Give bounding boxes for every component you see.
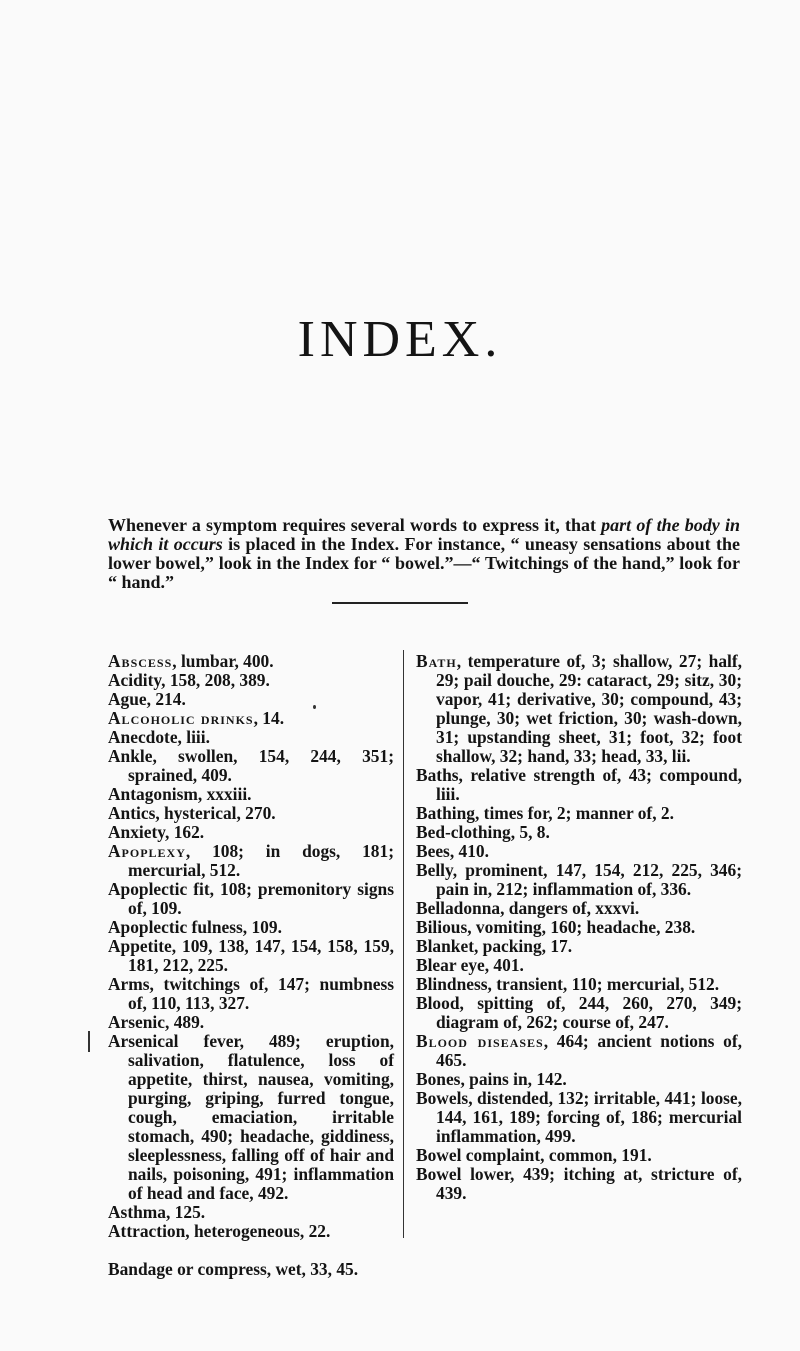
- intro-paragraph: [108, 516, 740, 592]
- index-entry-references: , hysterical, 270.: [155, 803, 276, 823]
- index-entry-heading: Alcoholic drinks: [108, 708, 254, 728]
- index-entry-references: , wet, 33, 45.: [266, 1259, 359, 1279]
- index-entry-heading: Apoplectic fit: [108, 879, 210, 899]
- index-entry-heading: Apoplexy: [108, 841, 186, 861]
- index-entry: [108, 671, 394, 690]
- page-title: INDEX.: [297, 311, 503, 368]
- index-entry: [416, 1032, 742, 1070]
- index-entry-references: , 162.: [165, 822, 205, 842]
- index-entry-heading: Belly: [416, 860, 453, 880]
- index-entry-references: , 108; premonitory signs of, 109.: [128, 879, 394, 918]
- index-entry-heading: Bandage or compress: [108, 1259, 267, 1279]
- index-entry-references: , 109.: [242, 917, 282, 937]
- index-entry-references: , spitting of, 244, 260, 270, 349; diagram of, 262; course of, 247.: [436, 993, 742, 1032]
- index-entry-heading: Ague: [108, 689, 147, 709]
- index-entry-heading: Bowel complaint: [416, 1145, 541, 1165]
- index-entry-references: , 401.: [484, 955, 524, 975]
- index-entry: [108, 823, 394, 842]
- index-entry-heading: Arsenic: [108, 1012, 165, 1032]
- index-entry: [416, 823, 742, 842]
- index-entry: [108, 804, 394, 823]
- margin-mark: [88, 1031, 90, 1052]
- index-column-left: [108, 652, 394, 1279]
- intro-emphasis: part of the body in which it occurs: [108, 515, 740, 554]
- index-entry-heading: Arms: [108, 974, 150, 994]
- index-entry-references: , lumbar, 400.: [172, 651, 274, 671]
- index-entry-references: , transient, 110; mercurial, 512.: [487, 974, 720, 994]
- index-entry: [108, 690, 394, 709]
- index-entry-heading: Anecdote: [108, 727, 178, 747]
- index-entry: [108, 1260, 394, 1279]
- index-entry-references: , 5, 8.: [510, 822, 550, 842]
- index-entry: [416, 842, 742, 861]
- index-entry-references: , swollen, 154, 244, 351; sprained, 409.: [128, 746, 394, 785]
- index-entry: [416, 766, 742, 804]
- index-entry: [416, 937, 742, 956]
- index-entry-heading: Blindness: [416, 974, 488, 994]
- index-entry-references: , pains in, 142.: [460, 1069, 567, 1089]
- index-entry-heading: Belladonna: [416, 898, 501, 918]
- index-entry-heading: Blood diseases: [416, 1031, 544, 1051]
- index-entry: [108, 709, 394, 728]
- index-entry-references: , temperature of, 3; shallow, 27; half, 29; pail douche, 29: cataract, 29; sitz, 30; vapor, 41; derivative, 30; compound, 43; plunge, 30; wet friction, 30; wash-down, 31; upstanding sheet, 31; foot, 32; foot shallow, 32; hand, 33; head, 33, lii.: [436, 651, 742, 766]
- index-entry-heading: Bees: [416, 841, 450, 861]
- index-entry-heading: Blanket: [416, 936, 474, 956]
- index-entry-heading: Attraction: [108, 1221, 186, 1241]
- index-entry-references: , 410.: [449, 841, 489, 861]
- index-entry: [416, 1089, 742, 1146]
- index-entry: [108, 1013, 394, 1032]
- index-entry-heading: Asthma: [108, 1202, 166, 1222]
- index-entry: [416, 1070, 742, 1089]
- index-column-right: [416, 652, 742, 1203]
- index-entry-heading: Arsenical fever: [108, 1031, 240, 1051]
- index-entry-references: , twitchings of, 147; numbness of, 110, 113, 327.: [128, 974, 394, 1013]
- index-entry: [416, 899, 742, 918]
- index-entry: [416, 861, 742, 899]
- intro-text-1: Whenever a symptom requires several words to express it, that: [108, 515, 602, 535]
- index-entry: [416, 1146, 742, 1165]
- index-entry-heading: Bath: [416, 651, 457, 671]
- intro-text-2: is placed in the Index. For instance, “ uneasy sensations about the lower bowel,” look in the Index for “ bowel.”—“ Twitchings of the hand,” look for “ hand.”: [108, 534, 741, 592]
- index-entry: [416, 994, 742, 1032]
- index-entry-heading: Bed-clothing: [416, 822, 511, 842]
- index-entry-heading: Bowels: [416, 1088, 469, 1108]
- index-entry: [108, 937, 394, 975]
- index-entry-references: , 125.: [165, 1202, 206, 1222]
- index-entry: [108, 842, 394, 880]
- index-entry: [108, 785, 394, 804]
- index-entry-references: , 109, 138, 147, 154, 158, 159, 181, 212, 225.: [128, 936, 394, 975]
- index-entry-heading: Apoplectic fulness: [108, 917, 243, 937]
- index-entry: [108, 975, 394, 1013]
- index-entry-heading: Antagonism: [108, 784, 198, 804]
- index-entry-references: , xxxiii.: [197, 784, 252, 804]
- index-entry-references: , 439; itching at, stricture of, 439.: [436, 1164, 742, 1203]
- index-entry-references: , 108; in dogs, 181; mercurial, 512.: [128, 841, 394, 880]
- index-entry-references: , relative strength of, 43; compound, liii.: [436, 765, 742, 804]
- index-entry: [108, 880, 394, 918]
- index-entry-heading: Bathing: [416, 803, 475, 823]
- column-divider: [403, 650, 404, 1238]
- index-entry-references: , common, 191.: [540, 1145, 652, 1165]
- index-entry-references: , distended, 132; irritable, 441; loose, 144, 161, 189; forcing of, 186; mercurial inflammation, 499.: [436, 1088, 742, 1146]
- index-entry: [416, 918, 742, 937]
- index-entry: [108, 652, 394, 671]
- index-entry-references: , 489; eruption, salivation, flatulence, loss of appetite, thirst, nausea, vomiting, purging, griping, furred tongue, cough, emaciation, irritable stomach, 490; headache, giddiness, sleeplessness, falling off of hair and nails, poisoning, 491; inflammation of head and face, 492.: [128, 1031, 394, 1203]
- index-entry-heading: Blood: [416, 993, 460, 1013]
- index-entry-heading: Baths: [416, 765, 459, 785]
- index-entry-heading: Bones: [416, 1069, 461, 1089]
- index-entry-references: , 464; ancient notions of, 465.: [436, 1031, 742, 1070]
- index-entry-heading: Acidity: [108, 670, 162, 690]
- index-entry-heading: Ankle: [108, 746, 153, 766]
- index-entry: [416, 804, 742, 823]
- index-entry: [416, 975, 742, 994]
- index-entry-references: , dangers of, xxxvi.: [500, 898, 640, 918]
- index-entry-heading: Antics: [108, 803, 156, 823]
- index-entry-references: , 158, 208, 389.: [161, 670, 270, 690]
- index-entry-references: , heterogeneous, 22.: [185, 1221, 331, 1241]
- index-entry-references: , vomiting, 160; headache, 238.: [467, 917, 696, 937]
- title-rule: [332, 602, 468, 604]
- index-entry-heading: Blear eye: [416, 955, 485, 975]
- index-entry-references: , times for, 2; manner of, 2.: [474, 803, 674, 823]
- index-entry: [108, 728, 394, 747]
- index-entry-references: , 214.: [146, 689, 186, 709]
- index-entry-heading: Abscess: [108, 651, 173, 671]
- index-entry-heading: Anxiety: [108, 822, 166, 842]
- index-entry: [108, 918, 394, 937]
- index-entry: [416, 956, 742, 975]
- index-entry-references: , packing, 17.: [473, 936, 573, 956]
- index-entry-references: , liii.: [177, 727, 210, 747]
- index-entry: [416, 1165, 742, 1203]
- index-entry-heading: Bilious: [416, 917, 468, 937]
- index-entry: [108, 747, 394, 785]
- index-entry: [108, 1203, 394, 1222]
- index-entry-heading: Appetite: [108, 936, 172, 956]
- print-speck: [313, 705, 316, 709]
- index-entry-references: , 489.: [165, 1012, 205, 1032]
- index-entry-references: , prominent, 147, 154, 212, 225, 346; pain in, 212; inflammation of, 336.: [436, 860, 742, 899]
- index-entry-references: , 14.: [253, 708, 285, 728]
- index-entry: [416, 652, 742, 766]
- index-entry: [108, 1032, 394, 1203]
- index-entry-heading: Bowel lower: [416, 1164, 511, 1184]
- index-entry: [108, 1222, 394, 1241]
